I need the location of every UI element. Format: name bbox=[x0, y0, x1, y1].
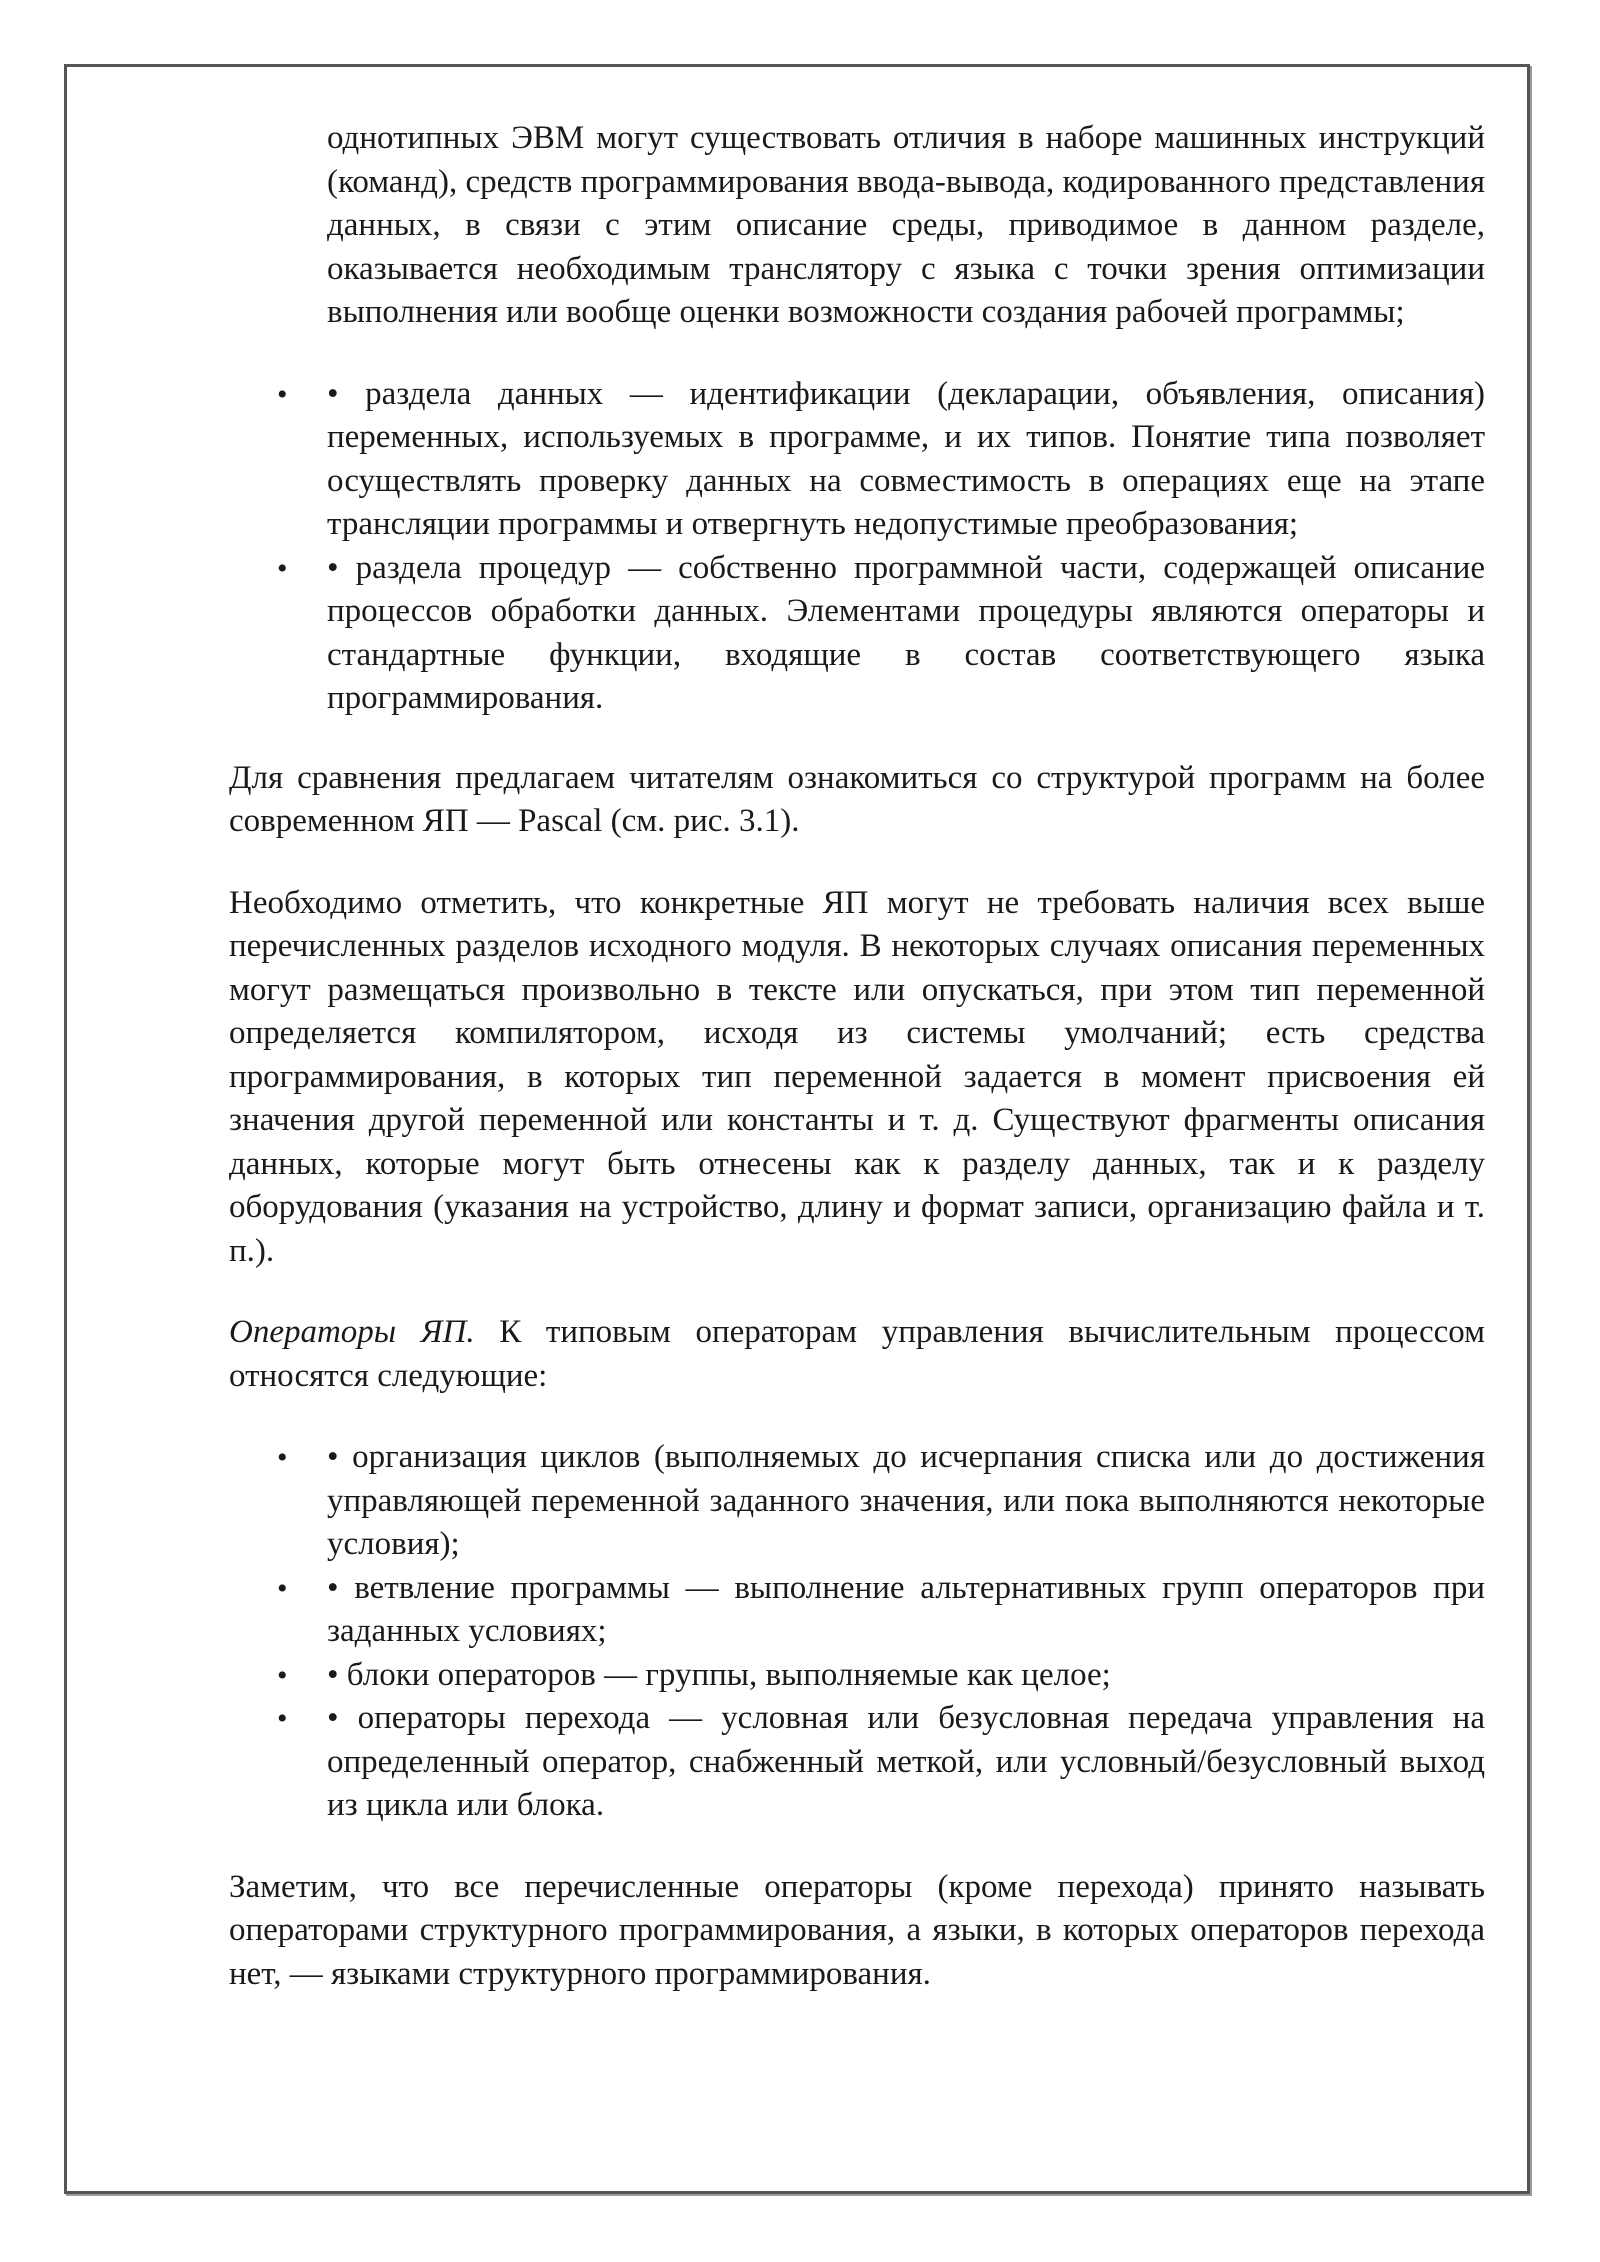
intro-paragraph: однотипных ЭВМ могут существовать отличия в наборе машинных инструкций (команд), средств программирования ввода-вывода, кодированного представления данных, в связи с этим описание среды, приводимое в данном разделе, оказывается необходимым транслятору с языка с точки зрения оптимизации выполнения или вообще оценки возможности создания рабочей программы; bbox=[327, 120, 1485, 330]
bullet-icon: • bbox=[277, 1702, 288, 1735]
bullet-icon: • bbox=[277, 1571, 288, 1605]
bullet-icon: • bbox=[277, 551, 288, 585]
closing-paragraph: Заметим, что все перечисленные операторы (кроме перехода) принято называть операторами структурного программирования, а языки, в которых операторов перехода нет, — языками структурного программирования. bbox=[229, 1868, 1485, 1992]
spacer bbox=[229, 721, 1485, 757]
spacer bbox=[229, 335, 1485, 373]
document-body bbox=[229, 117, 1485, 1996]
operators-intro: К типовым операторам управления вычислительным процессом относятся следующие: bbox=[229, 1314, 1486, 1394]
bullet-icon: • bbox=[277, 1441, 288, 1474]
list-item bbox=[229, 1697, 1485, 1828]
spacer bbox=[229, 1273, 1485, 1311]
list-item bbox=[229, 1567, 1485, 1654]
list-item-text: • раздела процедур — собственно программной части, содержащей описание процессов обработки данных. Элементами процедуры являются операторы и стандартные функции, входящие в состав соответствующего языка программирования. bbox=[327, 549, 1485, 716]
list-item-text: • операторы перехода — условная или безусловная передача управления на определенный оператор, снабженный меткой, или условный/безусловный выход из цикла или блока. bbox=[327, 1700, 1485, 1823]
list-item bbox=[229, 1436, 1485, 1567]
list-item bbox=[229, 1654, 1485, 1698]
bullet-icon: • bbox=[277, 1658, 288, 1692]
list-item-text: • организация циклов (выполняемых до исчерпания списка или до достижения управляющей переменной заданного значения, или пока выполняются некоторые условия); bbox=[327, 1439, 1485, 1562]
operators-heading: Операторы ЯП. bbox=[229, 1314, 475, 1350]
bullet-icon: • bbox=[277, 377, 288, 411]
paragraph-sections-note: Необходимо отметить, что конкретные ЯП могут не требовать наличия всех выше перечисленных разделов исходного модуля. В некоторых случаях описания переменных могут размещаться произвольно в тексте или опускаться, при этом тип переменной определяется компилятором, исходя из системы умолчаний; есть средства программирования, в которых тип переменной задается в момент присвоения ей значения другой переменной или константы и т. д. Существуют фрагменты описания данных, которые могут быть отнесены как к разделу данных, так и к разделу оборудования (указания на устройство, длину и формат записи, организацию файла и т. п.). bbox=[229, 884, 1485, 1269]
spacer bbox=[229, 1398, 1485, 1436]
list-item-text: • блоки операторов — группы, выполняемые как целое; bbox=[327, 1656, 1111, 1693]
list-item-text: • раздела данных — идентификации (декларации, объявления, описания) переменных, используемых в программе, и их типов. Понятие типа позволяет осуществлять проверку данных на совместимость в операциях еще на этапе трансляции программы и отвергнуть недопустимые преобразования; bbox=[327, 375, 1485, 542]
operators-list bbox=[229, 1436, 1485, 1828]
paragraph-pascal: Для сравнения предлагаем читателям ознакомиться со структурой программ на более современном ЯП — Pascal (см. рис. 3.1). bbox=[229, 759, 1485, 839]
spacer bbox=[229, 1828, 1485, 1866]
list-item-text: • ветвление программы — выполнение альтернативных групп операторов при заданных условиях; bbox=[327, 1569, 1485, 1649]
spacer bbox=[229, 844, 1485, 882]
sections-list bbox=[229, 373, 1485, 721]
list-item bbox=[229, 547, 1485, 721]
list-item bbox=[229, 373, 1485, 547]
operators-paragraph bbox=[229, 1311, 1485, 1398]
